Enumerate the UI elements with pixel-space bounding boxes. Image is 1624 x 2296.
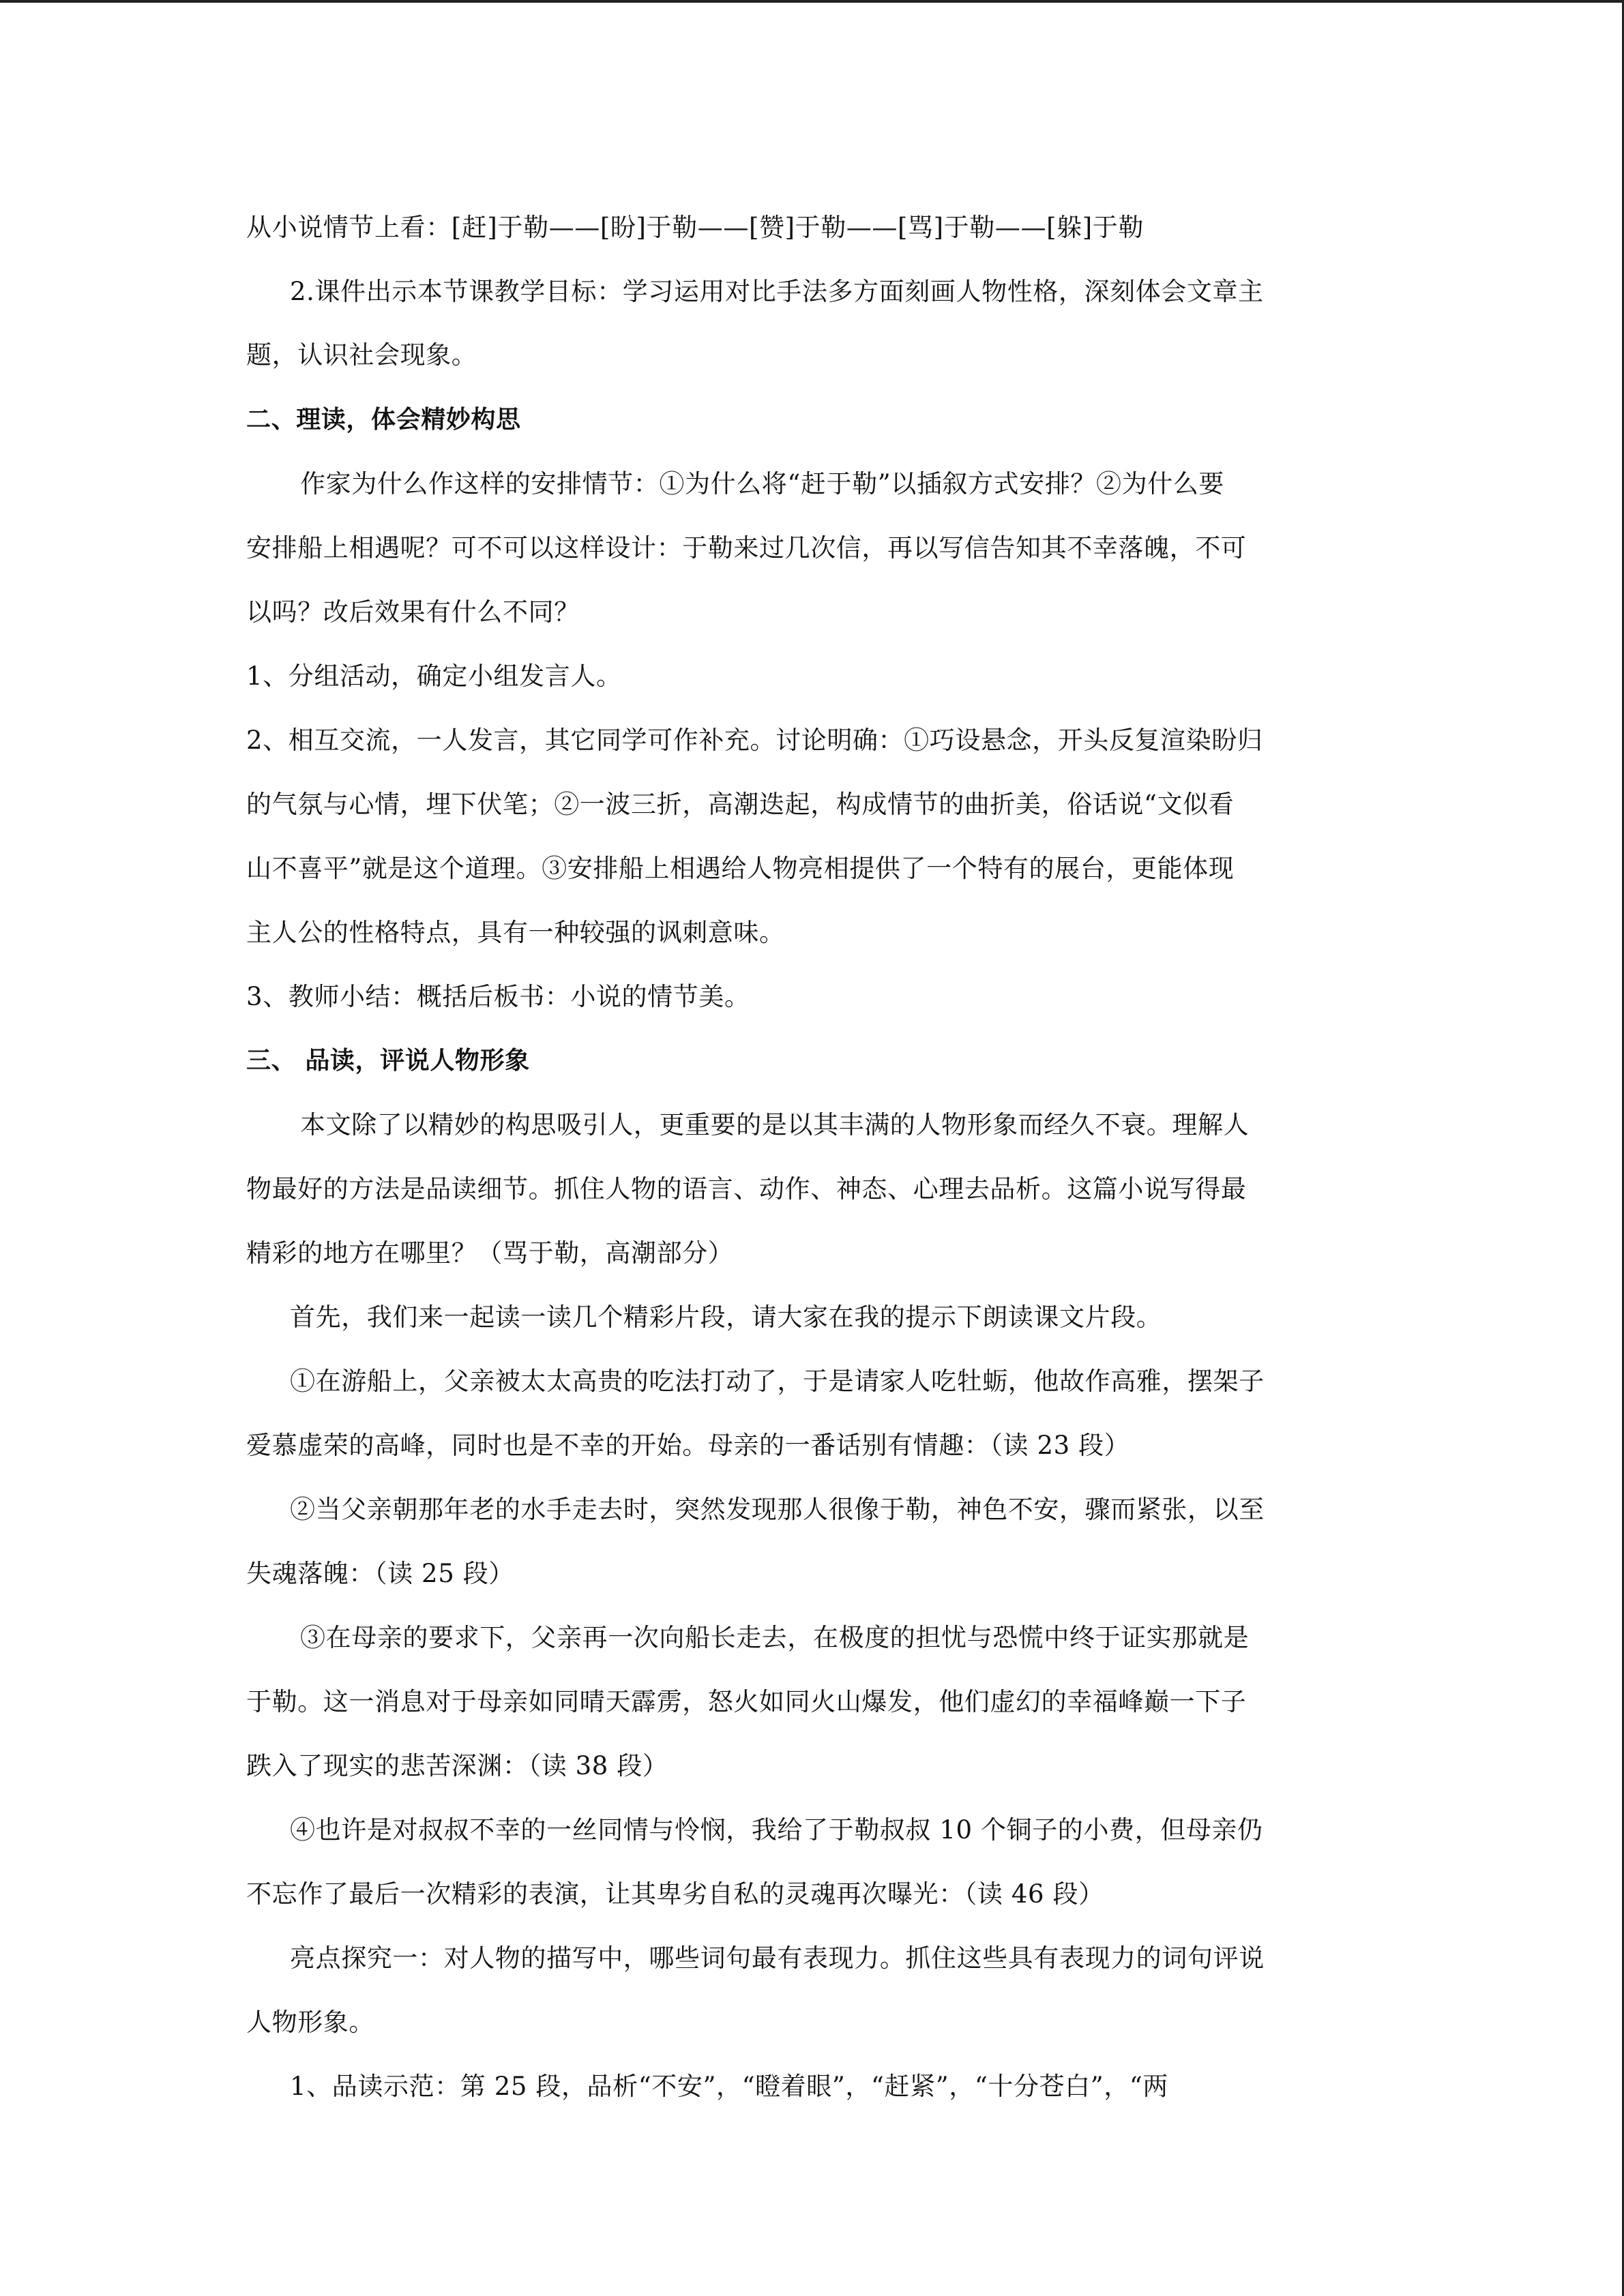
excerpt-4-line-1: ④也许是对叔叔不幸的一丝同情与怜悯，我给了于勒叔叔 10 个铜子的小费，但母亲仍 (290, 1815, 1263, 1845)
paragraph-line: 精彩的地方在哪里？（骂于勒，高潮部分） (246, 1238, 734, 1268)
list-item-3: 3、教师小结：概括后板书：小说的情节美。 (246, 982, 750, 1011)
list-item-2: 2、相互交流，一人发言，其它同学可作补充。讨论明确：①巧设悬念，开头反复渲染盼归 (246, 726, 1263, 755)
excerpt-2-line-1: ②当父亲朝那年老的水手走去时，突然发现那人很像于勒，神色不安，骤而紧张，以至 (290, 1495, 1265, 1524)
paragraph-line: 主人公的性格特点，具有一种较强的讽刺意味。 (246, 918, 785, 947)
paragraph-line: 以吗？改后效果有什么不同？ (246, 597, 580, 627)
excerpt-1-line-2: 爱慕虚荣的高峰，同时也是不幸的开始。母亲的一番话别有情趣：（读 23 段） (246, 1431, 1130, 1460)
excerpt-2-line-2: 失魂落魄：（读 25 段） (246, 1559, 514, 1588)
highlight-inquiry-line-1: 亮点探究一：对人物的描写中，哪些词句最有表现力。抓住这些具有表现力的词句评说 (290, 1943, 1265, 1973)
paragraph-line: 山不喜平”就是这个道理。③安排船上相遇给人物亮相提供了一个特有的展台，更能体现 (246, 854, 1235, 883)
paragraph-line: 的气氛与心情，埋下伏笔；②一波三折，高潮迭起，构成情节的曲折美，俗话说“文似看 (246, 790, 1235, 819)
paragraph-line: 安排船上相遇呢？可不可以这样设计：于勒来过几次信，再以写信告知其不幸落魄，不可 (246, 533, 1247, 563)
paragraph-line: 作家为什么作这样的安排情节：①为什么将“赶于勒”以插叙方式安排？②为什么要 (300, 469, 1225, 498)
excerpt-4-line-2: 不忘作了最后一次精彩的表演，让其卑劣自私的灵魂再次曝光：（读 46 段） (246, 1879, 1104, 1909)
paragraph-line: 本文除了以精妙的构思吸引人，更重要的是以其丰满的人物形象而经久不衰。理解人 (300, 1110, 1250, 1139)
section-heading-2: 二、理读，体会精妙构思 (246, 406, 521, 434)
paragraph-line: 物最好的方法是品读细节。抓住人物的语言、动作、神态、心理去品析。这篇小说写得最 (246, 1174, 1247, 1204)
excerpt-3-line-2: 于勒。这一消息对于母亲如同晴天霹雳，怒火如同火山爆发，他们虚幻的幸福峰巅一下子 (246, 1687, 1247, 1716)
excerpt-3-line-3: 跌入了现实的悲苦深渊：（读 38 段） (246, 1751, 668, 1780)
excerpt-1-line-1: ①在游船上，父亲被太太高贵的吃法打动了，于是请家人吃牡蛎，他故作高雅，摆架子 (290, 1367, 1265, 1396)
objective-line-2: 题，认识社会现象。 (246, 340, 477, 370)
reading-demo-line: 1、品读示范：第 25 段，品析“不安”，“瞪着眼”，“赶紧”，“十分苍白”，“两 (290, 2072, 1168, 2101)
list-item-1: 1、分组活动，确定小组发言人。 (246, 661, 622, 691)
paragraph-line: 首先，我们来一起读一读几个精彩片段，请大家在我的提示下朗读课文片段。 (290, 1302, 1162, 1332)
highlight-inquiry-line-2: 人物形象。 (246, 2008, 374, 2037)
plot-summary-line: 从小说情节上看：[赶]于勒——[盼]于勒——[赞]于勒——[骂]于勒——[躲]于勒 (246, 213, 1144, 242)
objective-line-1: 2.课件出示本节课教学目标：学习运用对比手法多方面刻画人物性格，深刻体会文章主 (290, 277, 1264, 306)
section-heading-3: 三、 品读，评说人物形象 (246, 1047, 530, 1075)
excerpt-3-line-1: ③在母亲的要求下，父亲再一次向船长走去，在极度的担忧与恐慌中终于证实那就是 (300, 1623, 1250, 1652)
